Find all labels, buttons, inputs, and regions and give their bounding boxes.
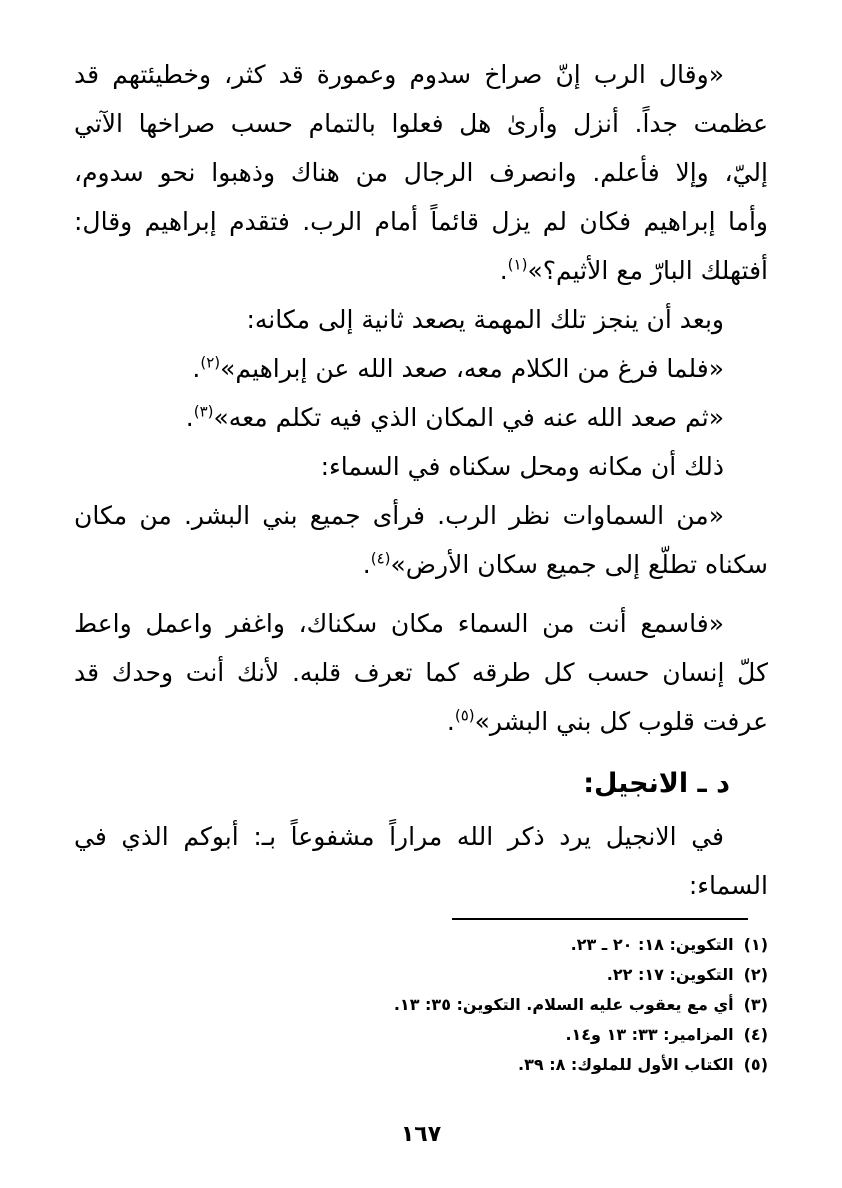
text-line: عرفت قلوب كل بني البشر»$^{(٥)}$. [446,706,768,736]
text-line: كلّ إنسان حسب كل طرقه كما تعرف قلبه. لأنك أنت وحدك قد [74,658,768,687]
text-line: وأما إبراهيم فكان لم يزل قائماً أمام الرب. فتقدم إبراهيم وقال: [74,207,768,236]
footnote-ref: (١) [507,255,528,274]
text-line: في الانجيل يرد ذكر الله مراراً مشفوعاً بـ: أبوكم الذي في [74,822,724,851]
footnote [74,990,768,1020]
text-line: السماء: [688,871,768,900]
text-line: أفتهلك البارّ مع الأثيم؟»$^{(١)}$. [499,255,768,285]
text-line: عظمت جداً. أنزل وأرىٰ هل فعلوا بالتمام حسب صراخها الآتي [74,109,768,138]
footnote-ref: (٥) [454,706,475,725]
footnote-ref: (٢) [200,353,221,372]
text-line: «فاسمع أنت من السماء مكان سكناك، واغفر واعمل واعط [74,609,724,638]
text-line: «ثم صعد الله عنه في المكان الذي فيه تكلم معه»$^{(٣)}$. [185,402,724,432]
footnote-divider [452,918,748,920]
footnote-text: الكتاب الأول للملوك: ٨: ٣٩. [518,1055,734,1074]
footnote [74,930,768,960]
footnote-text: التكوين: ١٧: ٢٢. [606,965,734,984]
quote-text: أفتهلك البارّ مع الأثيم؟» [527,256,768,285]
footnote-number: (٤) [743,1025,768,1044]
text-line: سكناه تطلّع إلى جميع سكان الأرض»$^{(٤)}$. [362,549,768,579]
page-number: ١٦٧ [400,1122,442,1147]
quote-text: «ثم صعد الله عنه في المكان الذي فيه تكلم معه» [213,403,724,432]
quote-text: عرفت قلوب كل بني البشر» [474,707,768,736]
footnote [74,1020,768,1050]
footnote-text: أي مع يعقوب عليه السلام. التكوين: ٣٥: ١٣. [393,995,734,1014]
footnote-text: المزامير: ٣٣: ١٣ و١٤. [565,1025,734,1044]
main-text [74,50,768,910]
footnote-ref: (٤) [370,549,391,568]
text-line: «وقال الرب إنّ صراخ سدوم وعمورة قد كثر، وخطيئتهم قد [74,60,724,89]
footnote-number: (٣) [743,995,768,1014]
text-line: ذلك أن مكانه ومحل سكناه في السماء: [320,452,724,481]
text-line: وبعد أن ينجز تلك المهمة يصعد ثانية إلى مكانه: [246,305,724,334]
footnotes [74,930,768,1080]
footnote-number: (٥) [743,1055,768,1074]
footnote-ref: (٣) [193,402,214,421]
footnote [74,960,768,990]
footnote [74,1050,768,1080]
quote-text: سكناه تطلّع إلى جميع سكان الأرض» [390,550,768,579]
text-line: إليّ، وإلا فأعلم. وانصرف الرجال من هناك وذهبوا نحو سدوم، [74,158,768,187]
text-line: «من السماوات نظر الرب. فرأى جميع بني البشر. من مكان [74,501,724,530]
footnote-number: (١) [743,935,768,954]
section-heading: د ـ الانجيل: [583,768,730,799]
footnote-text: التكوين: ١٨: ٢٠ ـ ٢٣. [570,935,734,954]
footnote-number: (٢) [743,965,768,984]
quote-text: «فلما فرغ من الكلام معه، صعد الله عن إبراهيم» [220,354,724,383]
text-line: «فلما فرغ من الكلام معه، صعد الله عن إبراهيم»$^{(٢)}$. [192,353,724,383]
